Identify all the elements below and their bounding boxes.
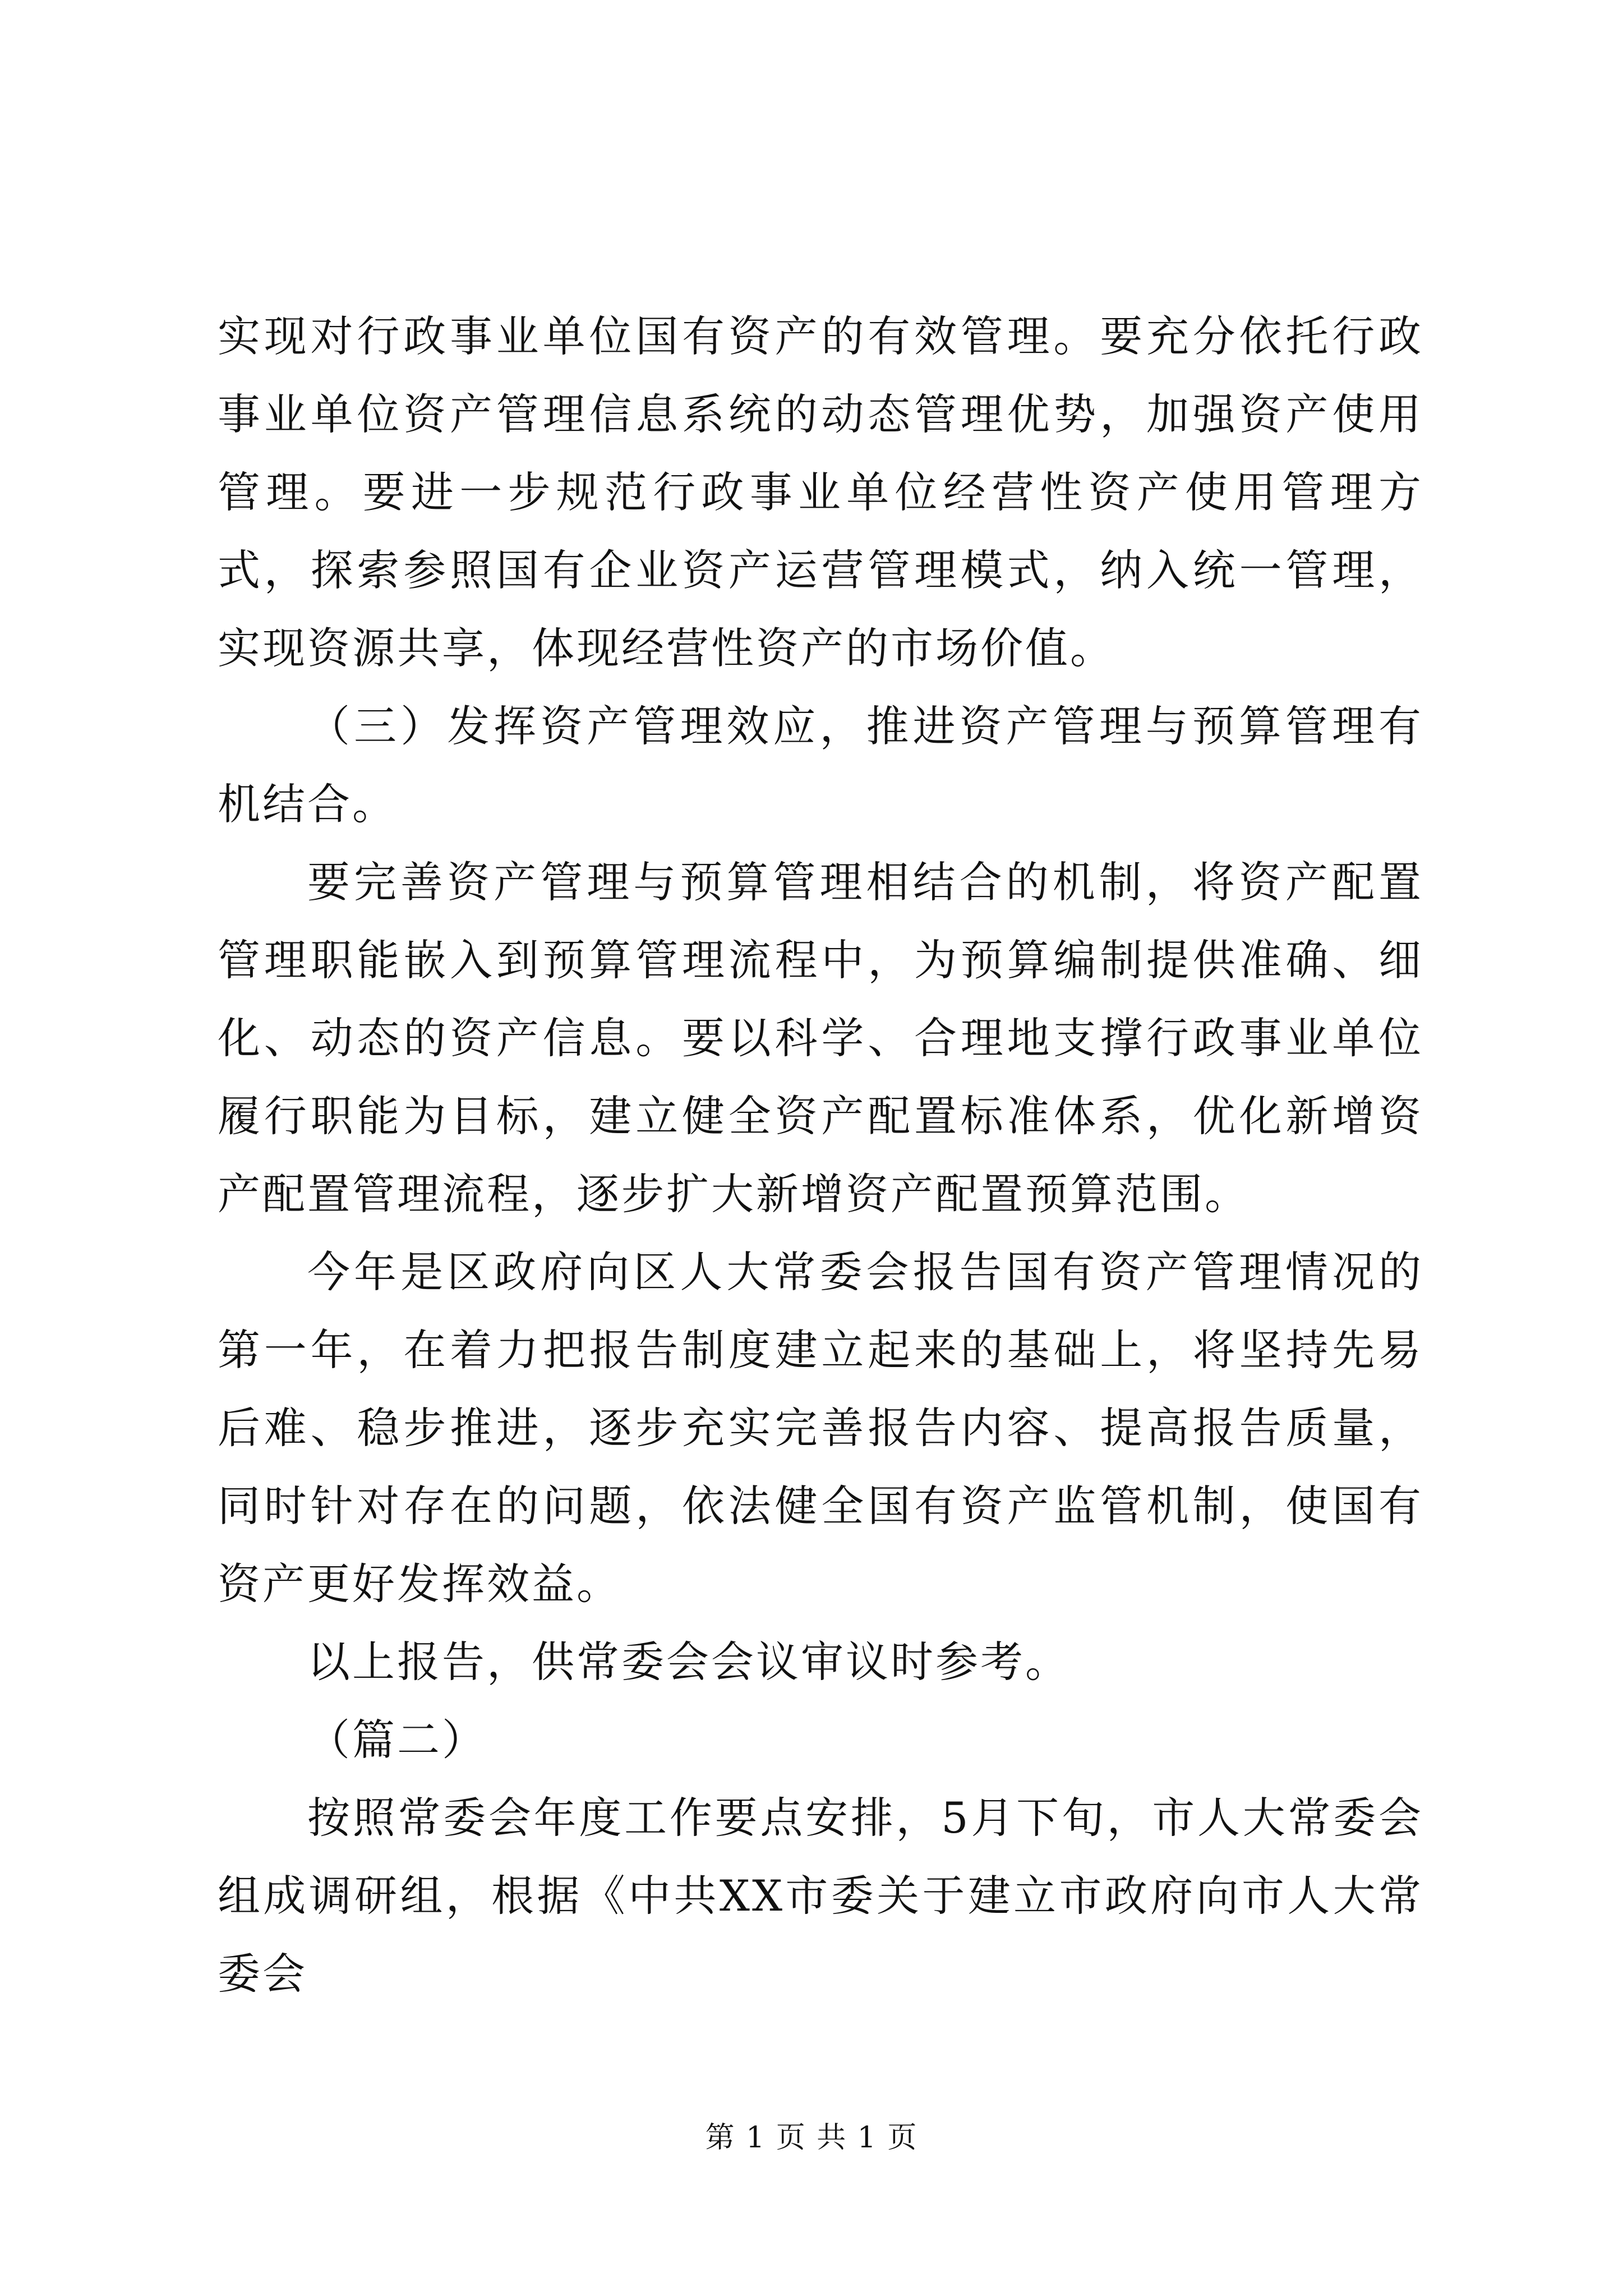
document-body (218, 297, 1423, 2013)
paragraph-first-year-report: 今年是区政府向区人大常委会报告国有资产管理情况的第一年，在着力把报告制度建立起来的基础上，将坚持先易后难、稳步推进，逐步充实完善报告内容、提高报告质量，同时针对存在的问题，依法健全国有资产监管机制，使国有资产更好发挥效益。 (218, 1247, 1423, 1609)
paragraph-continuation: 实现对行政事业单位国有资产的有效管理。要充分依托行政事业单位资产管理信息系统的动态管理优势，加强资产使用管理。要进一步规范行政事业单位经营性资产使用管理方式，探索参照国有企业资产运营管理模式，纳入统一管理，实现资源共享，体现经营性资产的市场价值。 (218, 311, 1423, 673)
page-footer: 第 1 页 共 1 页 (705, 2121, 918, 2155)
section-heading-three: （三）发挥资产管理效应，推进资产管理与预算管理有机结合。 (218, 701, 1423, 829)
paragraph-report-closing: 以上报告，供常委会会议审议时参考。 (307, 1637, 1070, 1687)
section-heading-part-two: （篇二） (307, 1715, 487, 1765)
paragraph-research-group: 按照常委会年度工作要点安排，5月下旬，市人大常委会组成调研组，根据《中共XX市委关于建立市政府向市人大常委会 (218, 1793, 1423, 1999)
paragraph-budget-mechanism: 要完善资产管理与预算管理相结合的机制，将资产配置管理职能嵌入到预算管理流程中，为预算编制提供准确、细化、动态的资产信息。要以科学、合理地支撑行政事业单位履行职能为目标，建立健全资产配置标准体系，优化新增资产配置管理流程，逐步扩大新增资产配置预算范围。 (218, 857, 1423, 1219)
